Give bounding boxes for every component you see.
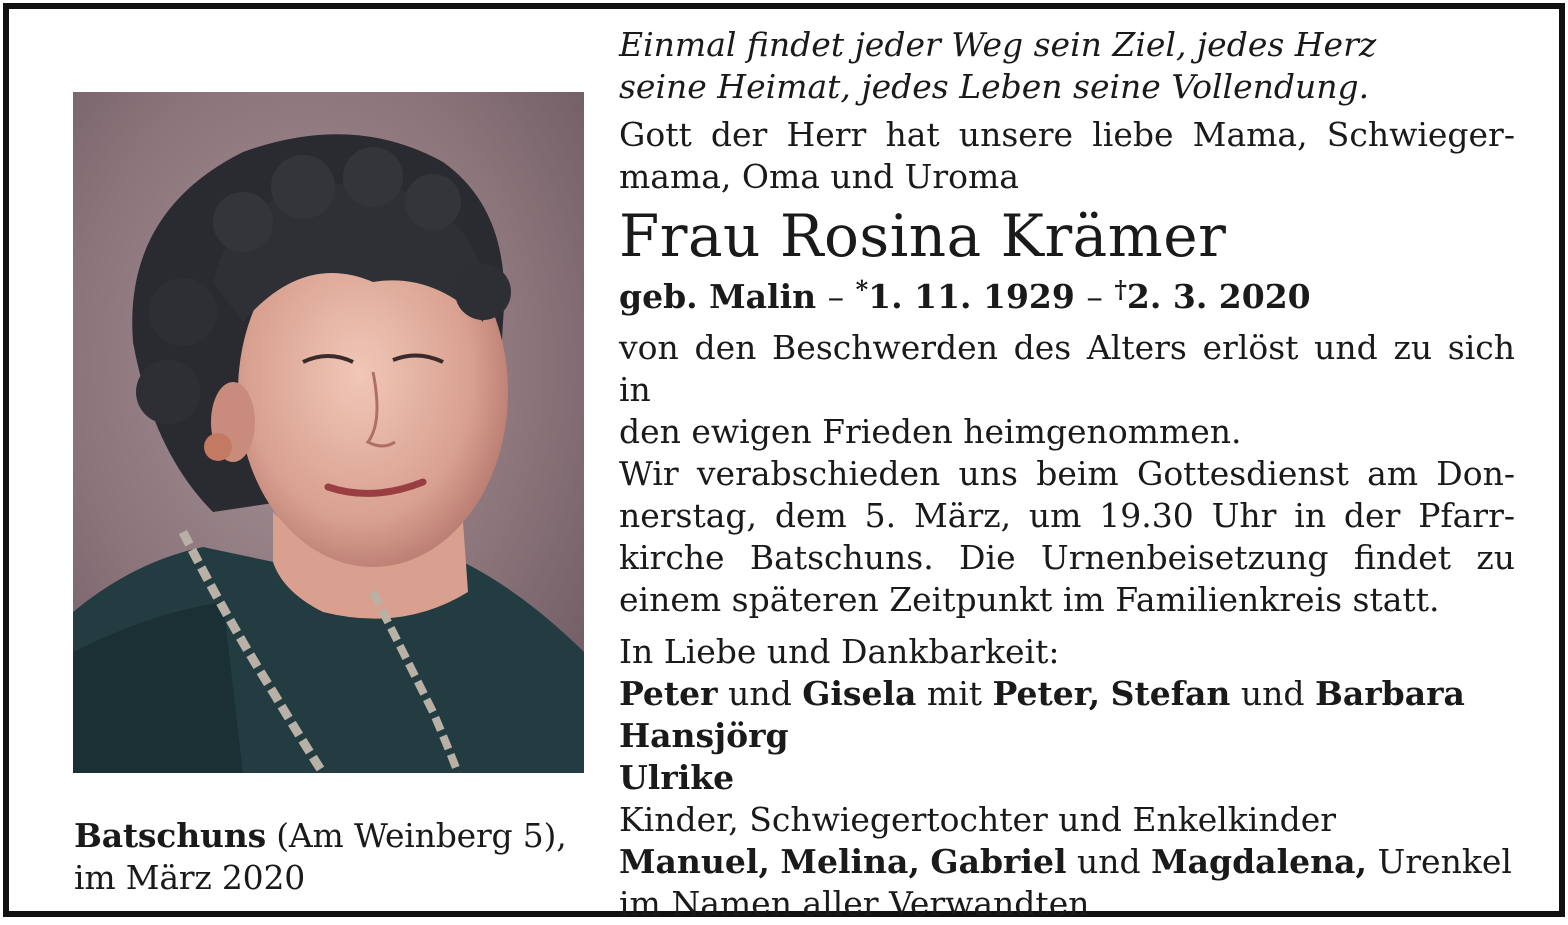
deceased-name: Frau Rosina Krämer — [619, 202, 1227, 270]
connector: mit — [926, 674, 983, 713]
body-line: Wir verabschieden uns beim Gottesdienst am Don- — [619, 454, 1515, 493]
life-dates — [619, 276, 1519, 321]
body-line: einem späteren Zeitpunkt im Familienkreis statt. — [619, 580, 1440, 619]
date-line: im März 2020 — [74, 858, 306, 897]
connector: und — [1240, 674, 1305, 713]
intro-line: mama, Oma und Uroma — [619, 157, 1019, 196]
body-line: nerstag, dem 5. März, um 19.30 Uhr in der Pfarr- — [619, 496, 1515, 535]
birth-symbol: * — [855, 275, 869, 304]
mourner-name: Gisela — [802, 674, 917, 713]
mourner-name: Ulrike — [619, 758, 735, 797]
mourner-name: Hansjörg — [619, 716, 789, 755]
mourners-row — [619, 841, 1519, 883]
mourners-intro: In Liebe und Dankbarkeit: — [619, 632, 1060, 671]
mourner-name: Peter — [619, 674, 718, 713]
death-date: 2. 3. 2020 — [1126, 277, 1311, 316]
mourners-row — [619, 673, 1519, 715]
body-line: kirche Batschuns. Die Urnenbeisetzung findet zu — [619, 538, 1515, 577]
dash: – — [1086, 277, 1103, 316]
quote-line: Einmal findet jeder Weg sein Ziel, jedes Herz — [619, 25, 1377, 64]
dash: – — [827, 277, 845, 316]
portrait-image — [73, 92, 584, 773]
mourner-name: Gabriel — [930, 842, 1067, 881]
place-and-date — [74, 815, 567, 899]
connector: Urenkel — [1377, 842, 1512, 881]
body-line: von den Beschwerden des Alters erlöst und zu sich in — [619, 328, 1515, 409]
address: (Am Weinberg 5), — [276, 816, 567, 855]
quote-line: seine Heimat, jedes Leben seine Vollendung. — [619, 67, 1370, 106]
mourner-name: Magdalena, — [1151, 842, 1367, 881]
body-line: den ewigen Frieden heimgenommen. — [619, 412, 1242, 451]
mourner-name: Melina, — [780, 842, 920, 881]
birth-date: 1. 11. 1929 — [868, 277, 1075, 316]
portrait-photo — [73, 92, 584, 773]
birth-name: geb. Malin — [619, 277, 817, 316]
mourner-name: Barbara — [1314, 674, 1465, 713]
town-name: Batschuns — [74, 816, 266, 855]
mourner-name: Manuel, — [619, 842, 770, 881]
connector: und — [1076, 842, 1141, 881]
mourner-name: Stefan — [1110, 674, 1231, 713]
obituary-text — [619, 24, 1519, 925]
mourners-relation: Kinder, Schwiegertochter und Enkelkinder — [619, 800, 1337, 839]
connector: und — [728, 674, 792, 713]
closing-line: im Namen aller Verwandten — [619, 884, 1090, 923]
intro-line: Gott der Herr hat unsere liebe Mama, Schwieger- — [619, 115, 1515, 154]
mourner-name: Peter, — [992, 674, 1101, 713]
death-symbol: † — [1114, 275, 1127, 304]
